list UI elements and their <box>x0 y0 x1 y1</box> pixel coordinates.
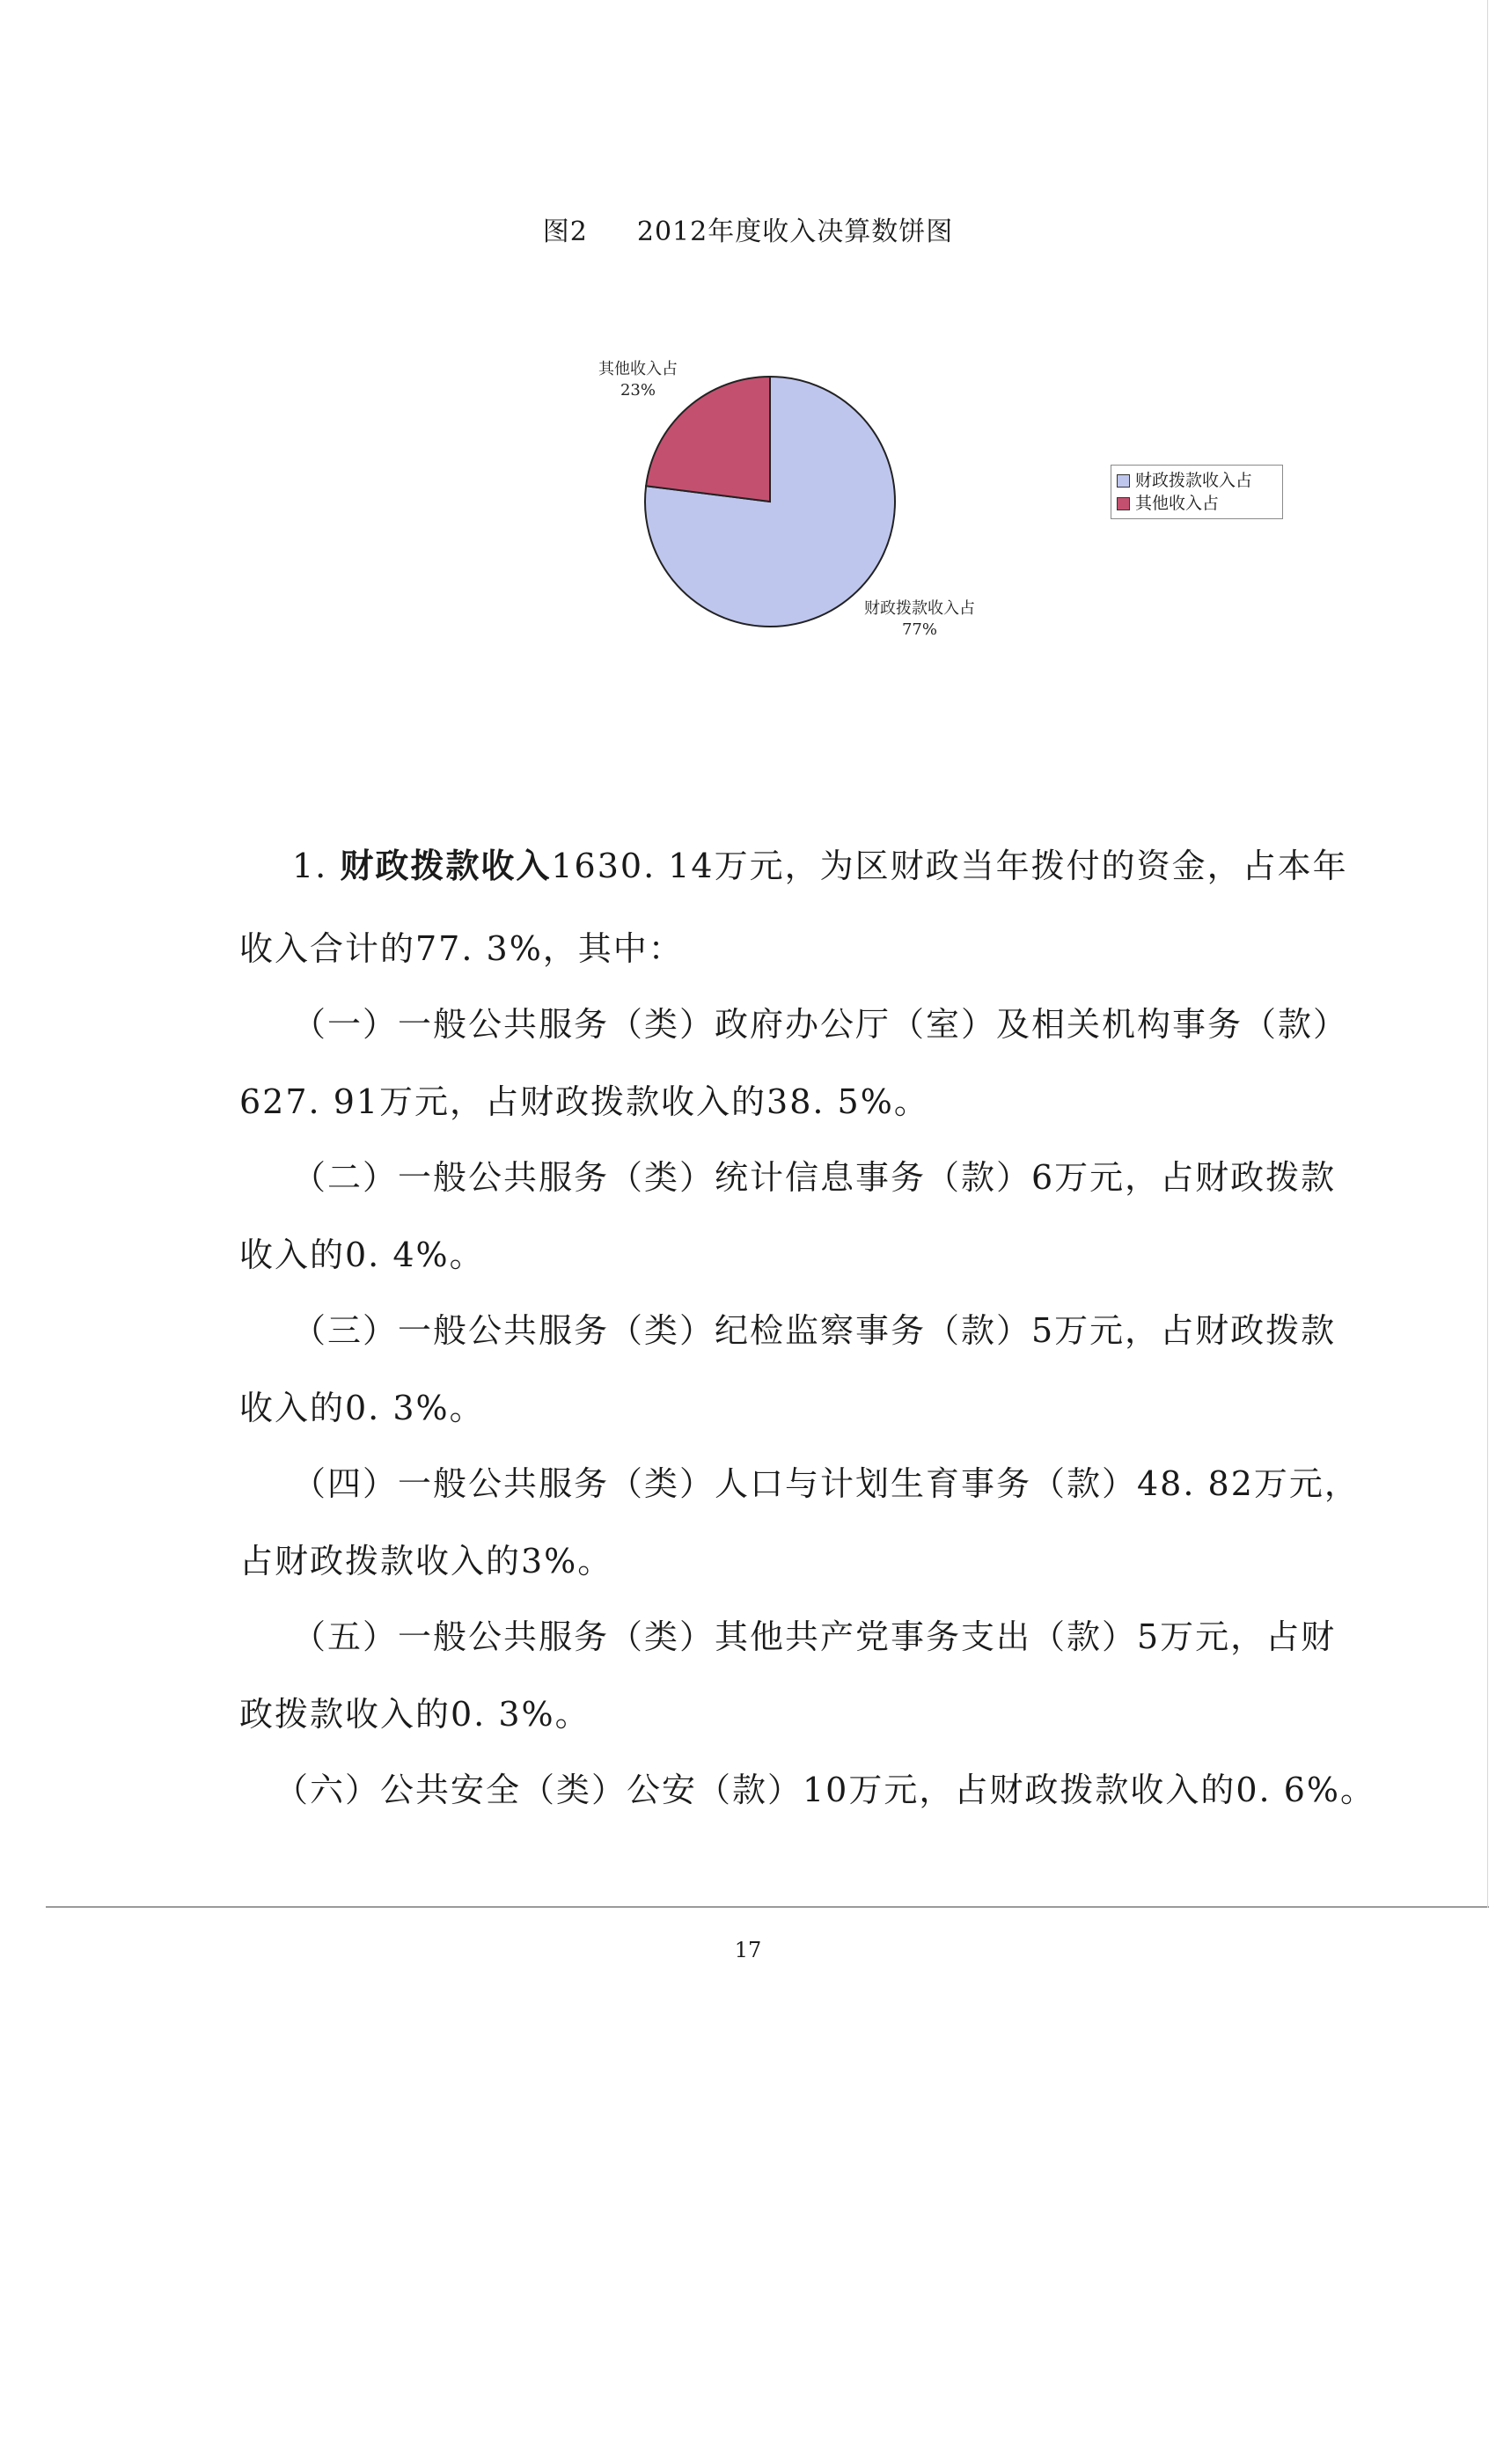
legend-swatch-fiscal <box>1117 474 1130 488</box>
paragraph-item-4-cont: 占财政拨款收入的3%。 <box>239 1542 613 1580</box>
paragraph-item-2: （二）一般公共服务（类）统计信息事务（款）6万元，占财政拨款 <box>292 1158 1337 1197</box>
legend-item-fiscal <box>1117 469 1277 492</box>
pie-label-fiscal-name: 财政拨款收入占 <box>864 599 975 618</box>
paragraph-fiscal-income-cont: 收入合计的77. 3%，其中： <box>239 929 684 968</box>
paragraph-item-1-cont: 627. 91万元，占财政拨款收入的38. 5%。 <box>239 1082 929 1121</box>
pie-label-other-name: 其他收入占 <box>598 360 678 378</box>
paragraph-item-6: （六）公共安全（类）公安（款）10万元，占财政拨款收入的0. 6%。 <box>275 1771 1375 1809</box>
legend-item-other <box>1117 492 1277 515</box>
figure-caption: 2012年度收入决算数饼图 <box>636 216 954 247</box>
figure-title <box>0 209 1496 248</box>
paragraph-heading: 财政拨款收入 <box>340 846 552 885</box>
paragraph-item-3-cont: 收入的0. 3%。 <box>239 1389 485 1427</box>
paragraph-fiscal-income <box>292 847 1348 885</box>
paragraph-item-5-cont: 政拨款收入的0. 3%。 <box>239 1695 590 1734</box>
page-right-edge <box>1487 0 1488 1908</box>
legend-label-other: 其他收入占 <box>1135 494 1220 513</box>
pie-label-other-value: 23% <box>620 381 656 400</box>
paragraph-item-4: （四）一般公共服务（类）人口与计划生育事务（款）48. 82万元， <box>292 1464 1360 1503</box>
paragraph-number: 1. <box>292 847 341 885</box>
paragraph-text: 1630. 14万元，为区财政当年拨付的资金，占本年 <box>551 847 1348 885</box>
paragraph-item-1: （一）一般公共服务（类）政府办公厅（室）及相关机构事务（款） <box>292 1005 1349 1044</box>
pie-label-other <box>572 359 704 401</box>
paragraph-item-5: （五）一般公共服务（类）其他共产党事务支出（款）5万元，占财 <box>292 1617 1337 1656</box>
legend-swatch-other <box>1117 497 1130 510</box>
page-number: 17 <box>734 1938 762 1962</box>
figure-number: 图2 <box>542 216 588 247</box>
paragraph-item-3: （三）一般公共服务（类）纪检监察事务（款）5万元，占财政拨款 <box>292 1311 1337 1350</box>
pie-label-fiscal-value: 77% <box>901 620 937 639</box>
paragraph-item-2-cont: 收入的0. 4%。 <box>239 1236 485 1274</box>
page-bottom-edge <box>46 1906 1489 1908</box>
legend-label-fiscal: 财政拨款收入占 <box>1135 471 1253 490</box>
pie-label-fiscal <box>845 598 994 641</box>
chart-legend <box>1111 465 1283 519</box>
